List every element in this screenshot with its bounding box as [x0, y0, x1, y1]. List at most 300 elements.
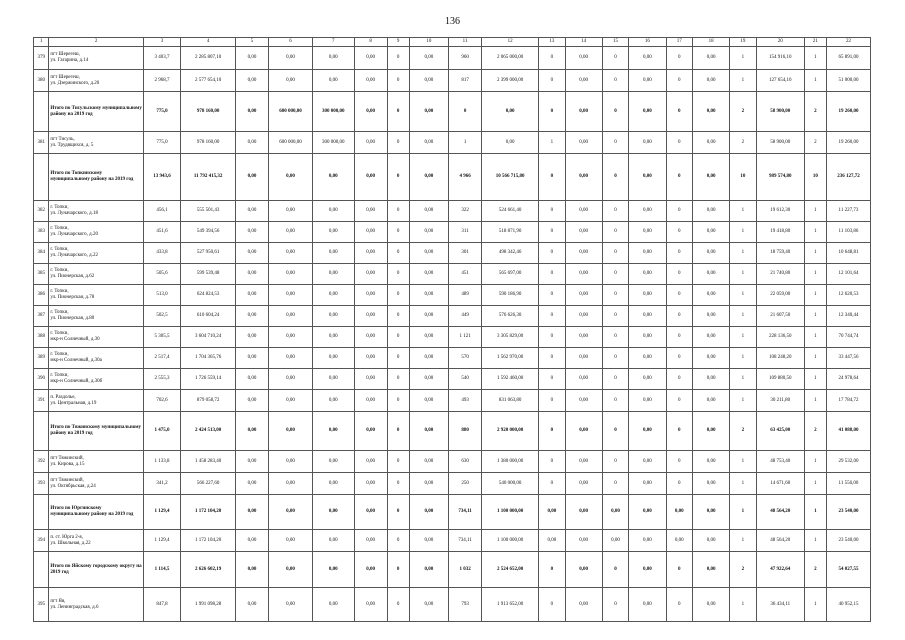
value-cell: 1 913 652,00 — [482, 588, 539, 622]
value-cell: 433,8 — [143, 243, 180, 264]
value-cell: 0 — [602, 201, 628, 222]
value-cell: 0,00 — [236, 369, 269, 390]
value-cell: 451 — [449, 264, 482, 285]
value-cell: 0 — [602, 552, 628, 588]
value-cell: 2 524 652,00 — [482, 552, 539, 588]
row-number-cell: 395 — [34, 588, 49, 622]
value-cell: 2 — [804, 92, 826, 132]
value-cell: 1 — [730, 588, 756, 622]
value-cell: 0,00 — [565, 530, 602, 552]
value-cell: 4 966 — [449, 154, 482, 201]
column-number-21: 21 — [804, 38, 826, 47]
value-cell: 3 604 710,24 — [181, 327, 236, 348]
value-cell: 0 — [602, 92, 628, 132]
column-number-14: 14 — [565, 38, 602, 47]
row-number-cell: 379 — [34, 47, 49, 70]
value-cell: 1 475,0 — [143, 412, 180, 451]
value-cell: 502,5 — [143, 306, 180, 327]
value-cell: 489 — [449, 285, 482, 306]
value-cell: 0 — [539, 390, 565, 412]
value-cell: 0,00 — [269, 70, 313, 92]
value-cell: 0,00 — [312, 201, 354, 222]
value-cell: 1 — [804, 495, 826, 530]
value-cell: 0 — [387, 473, 409, 495]
value-cell: 0,00 — [354, 222, 387, 243]
value-cell: 0 — [666, 348, 692, 369]
value-cell: 12 620,53 — [826, 285, 870, 306]
value-cell: 1 — [730, 285, 756, 306]
value-cell: 0,00 — [692, 412, 729, 451]
column-number-12: 12 — [482, 38, 539, 47]
value-cell: 21 740,80 — [756, 264, 804, 285]
value-cell: 311 — [449, 222, 482, 243]
value-cell: 0,00 — [354, 552, 387, 588]
value-cell: 0,00 — [565, 348, 602, 369]
value-cell: 0,00 — [565, 473, 602, 495]
value-cell: 0,00 — [312, 348, 354, 369]
value-cell: 0,00 — [312, 552, 354, 588]
value-cell: 498 342,46 — [482, 243, 539, 264]
value-cell: 0,00 — [312, 588, 354, 622]
value-cell: 0,00 — [629, 473, 666, 495]
address-cell: пгт Тяжинский, ул. Кирова, д.15 — [49, 451, 143, 473]
value-cell: 0,00 — [354, 264, 387, 285]
value-cell: 570 — [449, 348, 482, 369]
value-cell: 0 — [539, 264, 565, 285]
value-cell: 0 — [539, 92, 565, 132]
total-row — [34, 552, 871, 588]
table-row — [34, 201, 871, 222]
value-cell: 0 — [602, 306, 628, 327]
value-cell: 1 — [804, 70, 826, 92]
value-cell: 0,00 — [565, 588, 602, 622]
value-cell: 0,00 — [409, 201, 449, 222]
value-cell: 0,00 — [269, 495, 313, 530]
value-cell: 2 424 513,00 — [181, 412, 236, 451]
value-cell: 600 000,00 — [269, 132, 313, 154]
value-cell: 0 — [666, 369, 692, 390]
value-cell: 1 133,8 — [143, 451, 180, 473]
value-cell: 0 — [387, 348, 409, 369]
value-cell: 1 — [804, 243, 826, 264]
value-cell: 0 — [387, 588, 409, 622]
value-cell: 1 — [730, 327, 756, 348]
value-cell: 1 726 559,14 — [181, 369, 236, 390]
value-cell: 0,00 — [482, 132, 539, 154]
value-cell: 0,00 — [236, 348, 269, 369]
value-cell: 505,6 — [143, 264, 180, 285]
address-cell: г. Топки, ул. Пионерская, д.78 — [49, 285, 143, 306]
value-cell: 449 — [449, 306, 482, 327]
table-body — [34, 47, 871, 622]
value-cell: 10 566 715,80 — [482, 154, 539, 201]
value-cell: 2 — [804, 412, 826, 451]
value-cell: 22 059,00 — [756, 285, 804, 306]
value-cell: 0,00 — [236, 222, 269, 243]
value-cell: 0,00 — [312, 222, 354, 243]
value-cell: 775,0 — [143, 92, 180, 132]
value-cell: 0 — [666, 412, 692, 451]
value-cell: 14 671,60 — [756, 473, 804, 495]
column-number-7: 7 — [312, 38, 354, 47]
value-cell: 0 — [666, 47, 692, 70]
table-row — [34, 132, 871, 154]
value-cell: 0,00 — [565, 285, 602, 306]
value-cell: 2 — [804, 552, 826, 588]
value-cell: 0 — [539, 285, 565, 306]
value-cell: 10 648,81 — [826, 243, 870, 264]
value-cell: 0 — [602, 451, 628, 473]
value-cell: 127 654,10 — [756, 70, 804, 92]
value-cell: 456,1 — [143, 201, 180, 222]
value-cell: 0 — [666, 92, 692, 132]
value-cell: 0,00 — [482, 92, 539, 132]
value-cell: 0,00 — [666, 530, 692, 552]
budget-table — [33, 37, 871, 622]
value-cell: 734,11 — [449, 495, 482, 530]
value-cell: 0,00 — [269, 47, 313, 70]
value-cell: 0,00 — [236, 552, 269, 588]
row-number-cell: 390 — [34, 369, 49, 390]
value-cell: 0,00 — [692, 132, 729, 154]
table-row — [34, 588, 871, 622]
value-cell: 0,00 — [692, 306, 729, 327]
value-cell: 0,00 — [692, 390, 729, 412]
value-cell: 0 — [539, 201, 565, 222]
value-cell: 0 — [387, 47, 409, 70]
value-cell: 0,00 — [629, 306, 666, 327]
value-cell: 65 891,00 — [826, 47, 870, 70]
value-cell: 610 604,24 — [181, 306, 236, 327]
value-cell: 0,00 — [629, 369, 666, 390]
table-row — [34, 285, 871, 306]
value-cell: 0,00 — [629, 132, 666, 154]
column-number-20: 20 — [756, 38, 804, 47]
value-cell: 0,00 — [629, 201, 666, 222]
value-cell: 0,00 — [354, 348, 387, 369]
row-number-cell: 384 — [34, 243, 49, 264]
column-number-5: 5 — [236, 38, 269, 47]
value-cell: 1 100 000,00 — [482, 530, 539, 552]
value-cell: 0 — [449, 92, 482, 132]
address-cell: пгт Шерегеш, ул. Гагарина, д.14 — [49, 47, 143, 70]
value-cell: 0,00 — [629, 243, 666, 264]
value-cell: 0,00 — [354, 201, 387, 222]
table-row — [34, 473, 871, 495]
value-cell: 108 248,20 — [756, 348, 804, 369]
value-cell: 0,00 — [629, 348, 666, 369]
value-cell: 0,00 — [236, 132, 269, 154]
value-cell: 0 — [539, 222, 565, 243]
table-row — [34, 530, 871, 552]
value-cell: 1 — [449, 132, 482, 154]
value-cell: 0,00 — [409, 132, 449, 154]
value-cell: 0 — [387, 412, 409, 451]
value-cell: 540 000,00 — [482, 473, 539, 495]
value-cell: 0,00 — [354, 473, 387, 495]
value-cell: 1 458 283,40 — [181, 451, 236, 473]
value-cell: 1 — [804, 588, 826, 622]
value-cell: 0,00 — [354, 327, 387, 348]
value-cell: 0,00 — [236, 201, 269, 222]
value-cell: 0,00 — [692, 47, 729, 70]
value-cell: 0,00 — [236, 588, 269, 622]
value-cell: 0,00 — [692, 201, 729, 222]
value-cell: 0 — [539, 70, 565, 92]
value-cell: 1 — [730, 264, 756, 285]
row-number-cell: 380 — [34, 70, 49, 92]
value-cell: 13 943,6 — [143, 154, 180, 201]
value-cell: 0 — [387, 285, 409, 306]
value-cell: 58 900,00 — [756, 92, 804, 132]
value-cell: 0 — [602, 473, 628, 495]
value-cell: 0,00 — [269, 285, 313, 306]
value-cell: 0 — [602, 412, 628, 451]
value-cell: 847,8 — [143, 588, 180, 622]
value-cell: 0,00 — [629, 327, 666, 348]
value-cell: 0,00 — [409, 154, 449, 201]
value-cell: 33 447,56 — [826, 348, 870, 369]
column-number-16: 16 — [629, 38, 666, 47]
value-cell: 300 000,00 — [312, 92, 354, 132]
address-cell: Итого по Тяжинскому муниципальному району на 2019 год — [49, 412, 143, 451]
value-cell: 0 — [602, 369, 628, 390]
value-cell: 0,00 — [312, 530, 354, 552]
value-cell: 40 952,15 — [826, 588, 870, 622]
value-cell: 0,00 — [269, 369, 313, 390]
total-row — [34, 92, 871, 132]
value-cell: 0,00 — [565, 495, 602, 530]
value-cell: 0,00 — [692, 473, 729, 495]
value-cell: 0,00 — [629, 588, 666, 622]
value-cell: 989 574,80 — [756, 154, 804, 201]
value-cell: 29 532,00 — [826, 451, 870, 473]
value-cell: 1 592 460,00 — [482, 369, 539, 390]
value-cell: 0,00 — [269, 390, 313, 412]
value-cell: 0 — [539, 47, 565, 70]
value-cell: 0,00 — [409, 451, 449, 473]
value-cell: 1 — [804, 285, 826, 306]
value-cell: 0,00 — [236, 92, 269, 132]
value-cell: 2 920 000,00 — [482, 412, 539, 451]
value-cell: 109 880,50 — [756, 369, 804, 390]
value-cell: 0,00 — [409, 222, 449, 243]
value-cell: 0 — [666, 552, 692, 588]
address-cell: Итого по Яйскому городскому округу на 2019 год — [49, 552, 143, 588]
value-cell: 0,00 — [409, 243, 449, 264]
row-number-cell: 385 — [34, 264, 49, 285]
value-cell: 1 129,4 — [143, 495, 180, 530]
value-cell: 793 — [449, 588, 482, 622]
page-number: 136 — [445, 16, 460, 27]
address-cell: г. Топки, ул. Пионерская, д.62 — [49, 264, 143, 285]
value-cell: 1 — [804, 348, 826, 369]
value-cell: 630 — [449, 451, 482, 473]
value-cell: 513,0 — [143, 285, 180, 306]
value-cell: 0 — [539, 306, 565, 327]
row-number-cell: 387 — [34, 306, 49, 327]
value-cell: 0 — [602, 47, 628, 70]
value-cell: 0,00 — [354, 369, 387, 390]
column-number-13: 13 — [539, 38, 565, 47]
value-cell: 1 172 104,20 — [181, 495, 236, 530]
table-row — [34, 348, 871, 369]
value-cell: 0,00 — [629, 222, 666, 243]
value-cell: 960 — [449, 47, 482, 70]
value-cell: 0 — [602, 327, 628, 348]
value-cell: 0 — [602, 390, 628, 412]
value-cell: 0,00 — [236, 154, 269, 201]
column-number-row — [34, 38, 871, 47]
address-cell: г. Топки, мкр-н Солнечный, д.30 — [49, 327, 143, 348]
value-cell: 0,00 — [692, 285, 729, 306]
value-cell: 0,00 — [565, 243, 602, 264]
value-cell: 0,00 — [629, 92, 666, 132]
value-cell: 0 — [602, 154, 628, 201]
value-cell: 23 540,00 — [826, 530, 870, 552]
table-row — [34, 390, 871, 412]
value-cell: 0,00 — [629, 264, 666, 285]
value-cell: 0,00 — [692, 369, 729, 390]
table-row — [34, 222, 871, 243]
value-cell: 2 — [730, 412, 756, 451]
value-cell: 0,00 — [236, 473, 269, 495]
value-cell: 0,00 — [354, 47, 387, 70]
value-cell: 0 — [602, 348, 628, 369]
address-cell: Итого по Тисульскому муниципальному району на 2019 год — [49, 92, 143, 132]
value-cell: 0,00 — [565, 327, 602, 348]
value-cell: 0 — [666, 285, 692, 306]
value-cell: 0,00 — [565, 264, 602, 285]
value-cell: 576 626,30 — [482, 306, 539, 327]
value-cell: 0 — [666, 390, 692, 412]
value-cell: 0,00 — [565, 390, 602, 412]
row-number-cell: 389 — [34, 348, 49, 369]
address-cell: Итого по Юргинскому муниципальному району на 2019 год — [49, 495, 143, 530]
value-cell: 0 — [387, 132, 409, 154]
row-number-cell: 392 — [34, 451, 49, 473]
value-cell: 0,00 — [354, 92, 387, 132]
column-number-4: 4 — [181, 38, 236, 47]
value-cell: 1 — [730, 530, 756, 552]
value-cell: 1 — [804, 201, 826, 222]
value-cell: 0 — [602, 264, 628, 285]
value-cell: 0 — [666, 473, 692, 495]
value-cell: 0 — [602, 70, 628, 92]
value-cell: 0 — [387, 530, 409, 552]
value-cell: 0,00 — [565, 552, 602, 588]
value-cell: 0,00 — [312, 412, 354, 451]
value-cell: 0 — [387, 495, 409, 530]
column-number-3: 3 — [143, 38, 180, 47]
value-cell: 0,00 — [236, 451, 269, 473]
value-cell: 1 — [804, 473, 826, 495]
column-number-18: 18 — [692, 38, 729, 47]
total-row — [34, 412, 871, 451]
value-cell: 0,00 — [409, 588, 449, 622]
value-cell: 0 — [539, 473, 565, 495]
value-cell: 0,00 — [409, 47, 449, 70]
value-cell: 0,00 — [692, 92, 729, 132]
value-cell: 0 — [387, 306, 409, 327]
value-cell: 0,00 — [692, 552, 729, 588]
value-cell: 0,00 — [312, 154, 354, 201]
value-cell: 0,00 — [269, 412, 313, 451]
value-cell: 0,00 — [354, 412, 387, 451]
value-cell: 0 — [387, 70, 409, 92]
value-cell: 0 — [602, 588, 628, 622]
value-cell: 47 922,64 — [756, 552, 804, 588]
value-cell: 0,00 — [692, 327, 729, 348]
value-cell: 0 — [387, 243, 409, 264]
value-cell: 831 063,80 — [482, 390, 539, 412]
value-cell: 0 — [387, 327, 409, 348]
value-cell: 2 968,7 — [143, 70, 180, 92]
value-cell: 2 285 807,10 — [181, 47, 236, 70]
value-cell: 0,00 — [354, 285, 387, 306]
value-cell: 0 — [666, 222, 692, 243]
address-cell: пгт Тисуль, ул. Трудящихся, д. 5 — [49, 132, 143, 154]
value-cell: 10 — [730, 154, 756, 201]
value-cell: 0 — [387, 222, 409, 243]
value-cell: 0,00 — [269, 552, 313, 588]
column-number-11: 11 — [449, 38, 482, 47]
value-cell: 0,00 — [692, 588, 729, 622]
value-cell: 524 661,40 — [482, 201, 539, 222]
value-cell: 0,00 — [236, 412, 269, 451]
value-cell: 0,00 — [236, 243, 269, 264]
value-cell: 0,00 — [354, 390, 387, 412]
value-cell: 0,00 — [269, 473, 313, 495]
value-cell: 2 626 602,19 — [181, 552, 236, 588]
value-cell: 1 991 098,28 — [181, 588, 236, 622]
value-cell: 0,00 — [666, 495, 692, 530]
value-cell: 0,00 — [602, 495, 628, 530]
value-cell: 0,00 — [354, 306, 387, 327]
value-cell: 23 540,00 — [826, 495, 870, 530]
value-cell: 540 — [449, 369, 482, 390]
value-cell: 0,00 — [312, 47, 354, 70]
total-row — [34, 154, 871, 201]
value-cell: 17 784,72 — [826, 390, 870, 412]
value-cell: 0,00 — [269, 348, 313, 369]
value-cell: 2 — [730, 92, 756, 132]
value-cell: 24 978,64 — [826, 369, 870, 390]
value-cell: 0,00 — [409, 412, 449, 451]
value-cell: 12 340,44 — [826, 306, 870, 327]
value-cell: 451,6 — [143, 222, 180, 243]
value-cell: 0,00 — [409, 327, 449, 348]
value-cell: 1 032 — [449, 552, 482, 588]
value-cell: 0,00 — [629, 495, 666, 530]
value-cell: 0,00 — [269, 243, 313, 264]
value-cell: 0,00 — [354, 70, 387, 92]
value-cell: 11 103,86 — [826, 222, 870, 243]
value-cell: 2 399 000,00 — [482, 70, 539, 92]
value-cell: 58 900,00 — [756, 132, 804, 154]
column-number-17: 17 — [666, 38, 692, 47]
value-cell: 0,00 — [409, 348, 449, 369]
value-cell: 0 — [539, 412, 565, 451]
value-cell: 565 697,00 — [482, 264, 539, 285]
value-cell: 0,00 — [692, 222, 729, 243]
value-cell: 228 136,50 — [756, 327, 804, 348]
value-cell: 1 121 — [449, 327, 482, 348]
row-number-cell: 393 — [34, 473, 49, 495]
value-cell: 0 — [387, 552, 409, 588]
value-cell: 2 — [804, 132, 826, 154]
value-cell: 0,00 — [312, 451, 354, 473]
